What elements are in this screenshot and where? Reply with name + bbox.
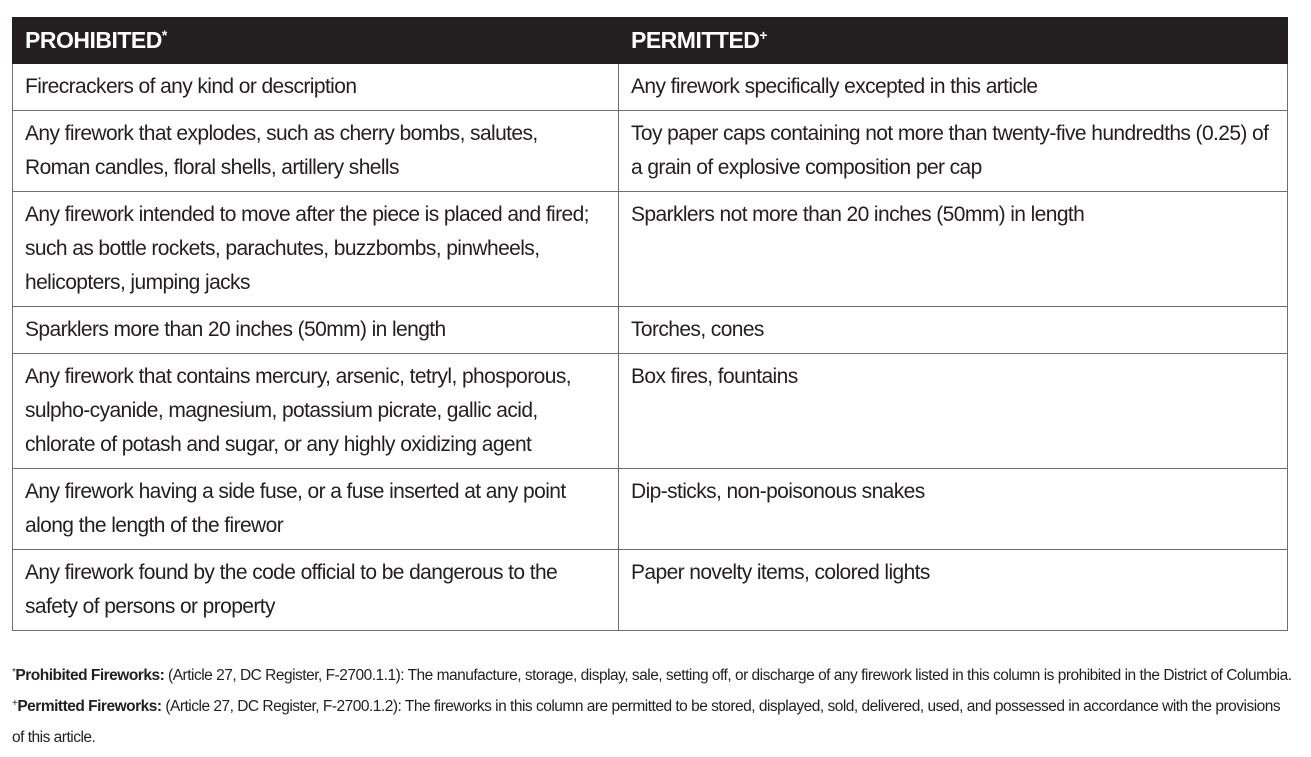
header-permitted-label: PERMITTED xyxy=(631,27,760,53)
prohibited-cell: Any firework that explodes, such as cherry bombs, salutes, Roman candles, floral shells, artillery shells xyxy=(13,111,619,192)
permitted-cell: Box fires, fountains xyxy=(619,354,1288,469)
prohibited-cell: Firecrackers of any kind or description xyxy=(13,64,619,111)
permitted-cell: Torches, cones xyxy=(619,307,1288,354)
table-row xyxy=(13,550,1288,631)
table-row xyxy=(13,469,1288,550)
prohibited-cell: Any firework found by the code official to be dangerous to the safety of persons or property xyxy=(13,550,619,631)
prohibited-cell: Sparklers more than 20 inches (50mm) in length xyxy=(13,307,619,354)
permitted-cell: Any firework specifically excepted in this article xyxy=(619,64,1288,111)
fireworks-table xyxy=(12,17,1288,631)
footnote-prohibited-mark: * xyxy=(12,667,16,678)
footnote-prohibited xyxy=(12,660,1292,691)
table-row xyxy=(13,192,1288,307)
footnotes xyxy=(12,660,1292,753)
prohibited-cell: Any firework having a side fuse, or a fuse inserted at any point along the length of the firewor xyxy=(13,469,619,550)
footnote-permitted-text: (Article 27, DC Register, F-2700.1.2): The fireworks in this column are permitted to be stored, displayed, sold, delivered, used, and possessed in accordance with the provisions of this article. xyxy=(12,698,1281,746)
header-permitted xyxy=(619,18,1288,64)
footnote-prohibited-text: (Article 27, DC Register, F-2700.1.1): The manufacture, storage, display, sale, setting off, or discharge of any firework listed in this column is prohibited in the District of Columbia. xyxy=(164,667,1292,684)
header-row xyxy=(13,18,1288,64)
footnote-permitted-mark: + xyxy=(12,698,18,709)
table-header xyxy=(13,18,1288,64)
table-row xyxy=(13,307,1288,354)
permitted-cell: Paper novelty items, colored lights xyxy=(619,550,1288,631)
footnote-permitted-label: Permitted Fireworks: xyxy=(17,698,162,715)
header-permitted-mark: + xyxy=(759,27,768,43)
permitted-cell: Dip-sticks, non-poisonous snakes xyxy=(619,469,1288,550)
header-prohibited-mark: * xyxy=(161,27,167,43)
permitted-cell: Sparklers not more than 20 inches (50mm) in length xyxy=(619,192,1288,307)
table-row xyxy=(13,354,1288,469)
table-row xyxy=(13,64,1288,111)
header-prohibited xyxy=(13,18,619,64)
table-row xyxy=(13,111,1288,192)
header-prohibited-label: PROHIBITED xyxy=(25,27,162,53)
prohibited-cell: Any firework that contains mercury, arsenic, tetryl, phosporous, sulpho-cyanide, magnesium, potassium picrate, gallic acid, chlorate of potash and sugar, or any highly oxidizing agent xyxy=(13,354,619,469)
footnote-permitted xyxy=(12,691,1292,753)
table-body xyxy=(13,64,1288,631)
prohibited-cell: Any firework intended to move after the piece is placed and fired; such as bottle rockets, parachutes, buzzbombs, pinwheels, helicopters, jumping jacks xyxy=(13,192,619,307)
permitted-cell: Toy paper caps containing not more than twenty-five hundredths (0.25) of a grain of explosive composition per cap xyxy=(619,111,1288,192)
footnote-prohibited-label: Prohibited Fireworks: xyxy=(15,667,165,684)
fireworks-table-container xyxy=(12,17,1287,631)
